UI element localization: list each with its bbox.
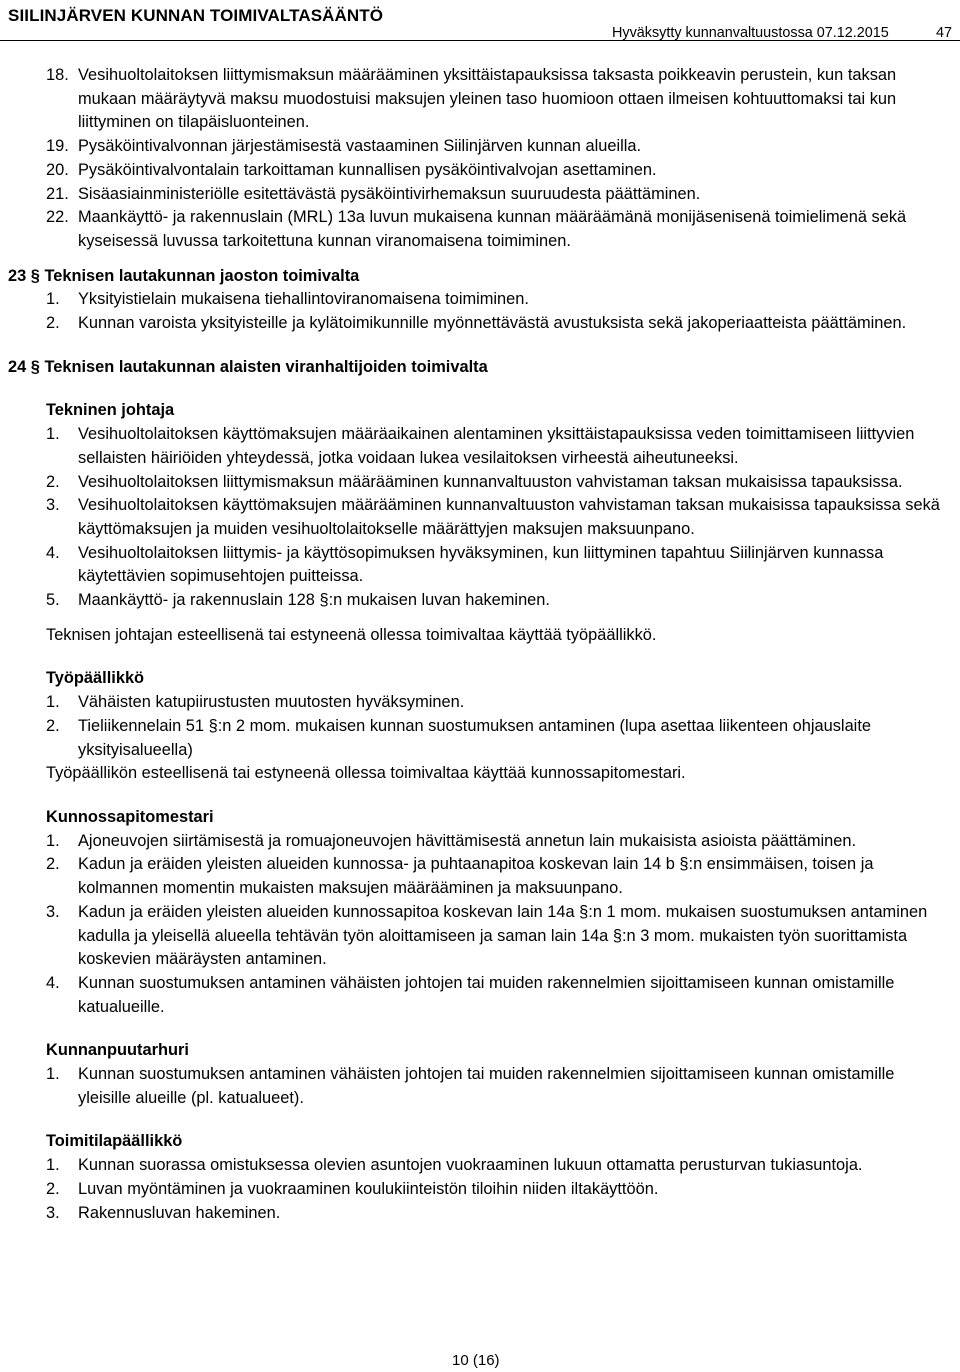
item-text: Kunnan suostumuksen antaminen vähäisten johtojen tai muiden rakennelmien sijoittamiseen kunnan omistamille katualueille. [78,973,895,1016]
item-text: Maankäyttö- ja rakennuslain 128 §:n mukaisen luvan hakeminen. [78,591,550,610]
item-text: Yksityistielain mukaisena tiehallintoviranomaisena toimiminen. [78,290,529,309]
item-number: 4. [46,973,60,992]
item-text: Luvan myöntäminen ja vuokraaminen koulukiinteistön tiloihin niiden iltakäyttöön. [78,1179,659,1198]
role-heading-tyopaallikko: Työpäällikkö [46,669,145,688]
item-number: 18. [46,66,69,84]
item-text: Ajoneuvojen siirtämisestä ja romuajoneuvojen hävittämisestä annetun lain mukaisista asioista päättäminen. [78,831,857,850]
item-number: 5. [46,591,60,610]
item-text: Vesihuoltolaitoksen liittymismaksun määrääminen yksittäistapauksissa taksasta poikkeavin perustein, kun taksan mukaan määräytyvä maksu muodostuisi maksujen yleinen taso huomioon ottaen ilmeisen kohtuuttomaksi tai kun liittyminen on tilapäisluonteinen. [78,66,897,132]
item-number: 1. [46,831,60,850]
list-item [0,542,944,589]
item-number: 20. [46,160,69,179]
item-text: Kadun ja eräiden yleisten alueiden kunnossa- ja puhtaanapitoa koskevan lain 14 b §:n ensimmäisen, toisen ja kolmannen momentin mukaisten maksujen määrääminen ja maksuunpano. [78,855,874,898]
item-text: Vähäisten katupiirustusten muutosten hyväksyminen. [78,693,465,712]
document-title: SIILINJÄRVEN KUNNAN TOIMIVALTASÄÄNTÖ [8,6,384,25]
list-item [0,471,944,495]
item-number: 19. [46,137,69,156]
role-heading-kunnossapitomestari: Kunnossapitomestari [46,807,214,826]
section-23-heading: 23 § Teknisen lautakunnan jaoston toimivalta [8,266,360,285]
list-item [0,135,944,159]
list-item [0,423,944,470]
list-item [0,64,944,135]
item-number: 3. [46,496,60,515]
role-heading-tekninen-johtaja: Tekninen johtaja [46,401,175,420]
item-text: Kunnan suostumuksen antaminen vähäisten johtojen tai muiden rakennelmien sijoittamiseen kunnan omistamille yleisille alueille (pl. katualueet). [78,1065,895,1107]
item-text: Kunnan varoista yksityisteille ja kylätoimikunnille myönnettävästä avustuksista sekä jakoperiaatteista päättäminen. [78,314,907,333]
item-number: 3. [46,1203,60,1222]
item-number: 4. [46,543,60,562]
item-number: 1. [46,1156,60,1175]
item-number: 21. [46,184,69,203]
item-number: 1. [46,290,60,309]
role-heading-kunnanpuutarhuri: Kunnanpuutarhuri [46,1041,189,1060]
header-page-number: 47 [936,25,953,41]
item-number: 2. [46,472,60,491]
section-24-heading: 24 § Teknisen lautakunnan alaisten viranhaltijoiden toimivalta [8,357,488,376]
page-footer-number: 10 (16) [452,1352,500,1369]
list-item [0,972,944,1019]
document-body [0,64,960,1225]
list-item [0,901,944,972]
list-item [0,312,944,336]
item-number: 1. [46,425,60,444]
list-item [0,715,944,762]
item-text: Rakennusluvan hakeminen. [78,1203,281,1222]
item-text: Kadun ja eräiden yleisten alueiden kunnossapitoa koskevan lain 14a §:n 1 mom. mukaisen suostumuksen antaminen kadulla ja yleisellä alueella tehtävän työn aloittamiseen ja saman lain 14a §:n 3 mom. mukaisten työn suorittamista koskevien määräysten antaminen. [78,902,928,969]
item-number: 3. [46,902,60,921]
item-text: Vesihuoltolaitoksen liittymismaksun määrääminen kunnanvaltuuston vahvistaman taksan mukaisissa tapauksissa. [78,472,903,491]
page-header [0,0,960,41]
list-item [0,1178,944,1202]
item-text: Pysäköintivalvontalain tarkoittaman kunnallisen pysäköintivalvojan asettaminen. [78,160,657,179]
item-number: 1. [46,1065,60,1084]
item-text: Vesihuoltolaitoksen liittymis- ja käyttösopimuksen hyväksyminen, kun liittyminen tapahtuu Siilinjärven kunnassa käytettävien sopimusehtojen puitteissa. [78,543,884,586]
list-item [0,1202,944,1226]
item-number: 22. [46,208,69,227]
role-heading-toimitilapaallikko: Toimitilapäällikkö [46,1132,183,1151]
list-item [0,830,944,854]
list-item [0,206,944,253]
item-text: Maankäyttö- ja rakennuslain (MRL) 13a luvun mukaisena kunnan määräämänä monijäsenisenä toimielimenä sekä kyseisessä luvussa tarkoitettuna kunnan viranomaisena toimiminen. [78,208,907,250]
list-item [0,183,944,207]
list-item [0,589,944,613]
item-text: Sisäasiainministeriölle esitettävästä pysäköintivirhemaksun suuruudesta päättäminen. [78,184,701,203]
item-text: Tieliikennelain 51 §:n 2 mom. mukaisen kunnan suostumuksen antaminen (lupa asettaa liikenteen ohjauslaite yksityisalueella) [78,716,871,759]
item-number: 2. [46,1179,60,1198]
substitute-note: Teknisen johtajan esteellisenä tai estyneenä ollessa toimivaltaa käyttää työpäällikkö. [46,625,657,644]
substitute-note: Työpäällikön esteellisenä tai estyneenä ollessa toimivaltaa käyttää kunnossapitomestari. [46,764,686,783]
item-text: Vesihuoltolaitoksen käyttömaksujen määräaikainen alentaminen yksittäistapauksissa veden toimittamiseen liittyvien sellaisten häiriöiden yhteydessä, jotka voidaan lukea vesilaitoksen virheestä aiheutuneeksi. [78,425,915,467]
approval-note: Hyväksytty kunnanvaltuustossa 07.12.2015 [612,25,889,41]
item-text: Pysäköintivalvonnan järjestämisestä vastaaminen Siilinjärven kunnan alueilla. [78,137,642,156]
item-number: 1. [46,693,60,712]
list-item [0,159,944,183]
list-item [0,853,944,900]
item-text: Vesihuoltolaitoksen käyttömaksujen määrääminen kunnanvaltuuston vahvistaman taksan mukaisissa tapauksissa sekä käyttömaksujen ja muiden vesihuoltolaitokselle määrättyjen maksujen maksuunpano. [78,496,940,538]
item-number: 2. [46,314,60,333]
list-item [0,494,944,541]
list-item [0,1154,944,1178]
list-item [0,1063,944,1110]
item-number: 2. [46,716,60,735]
item-text: Kunnan suorassa omistuksessa olevien asuntojen vuokraaminen lukuun ottamatta perusturvan tukiasuntoja. [78,1156,863,1175]
list-item [0,288,944,312]
item-number: 2. [46,855,60,874]
list-item [0,691,944,715]
